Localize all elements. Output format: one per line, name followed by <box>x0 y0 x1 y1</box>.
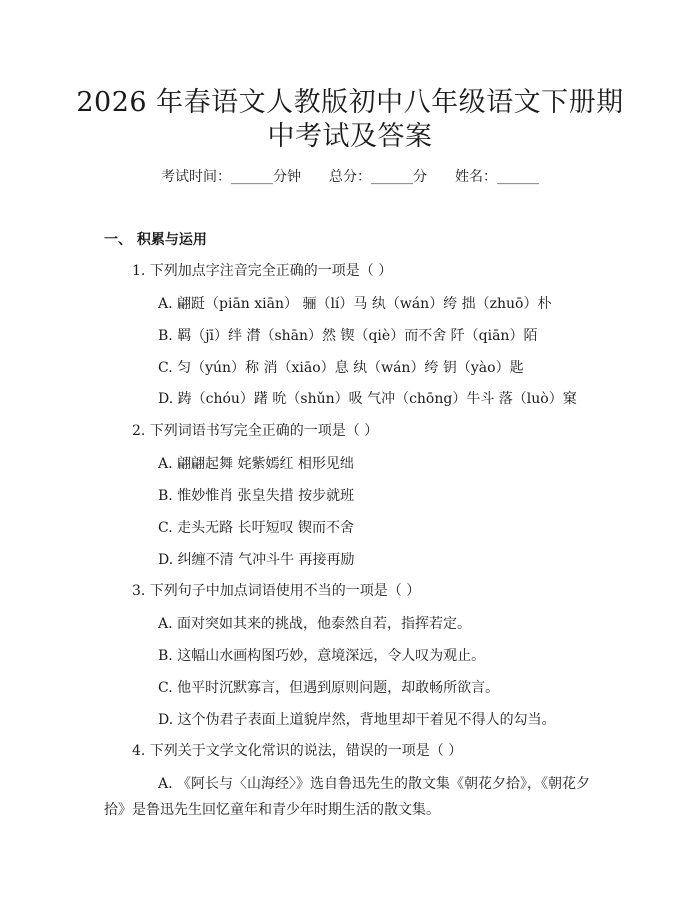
exam-meta-info <box>0 164 700 190</box>
option-a: A. 翩跹（piān xiān） 骊（lí）马 纨（wán）绔 拙（zhuō）朴 <box>158 296 552 312</box>
exam-time-field: 考试时间：______分钟 <box>161 169 301 185</box>
section-heading: 一、 积累与运用 <box>104 232 207 248</box>
exam-title-line-1: 2026 年春语文人教版初中八年级语文下册期 <box>76 87 624 118</box>
option-b: B. 羁（jī）绊 潸（shān）然 锲（qiè）而不舍 阡（qiān）陌 <box>158 328 538 344</box>
option-b: B. 惟妙惟肖 张皇失措 按步就班 <box>158 488 355 504</box>
option-a: A. 翩翩起舞 姹紫嫣红 相形见绌 <box>158 456 354 472</box>
option-b: B. 这幅山水画构图巧妙，意境深远，令人叹为观止。 <box>158 648 486 664</box>
question-stem: 3. 下列句子中加点词语使用不当的一项是（ ） <box>132 583 421 599</box>
option-a: A. 面对突如其来的挑战，他泰然自若，指挥若定。 <box>158 616 472 632</box>
option-d: D. 踌（chóu）躇 吮（shǔn）吸 气冲（chōng）牛斗 落（luò）窠 <box>158 391 577 407</box>
option-c: C. 走头无路 长吁短叹 锲而不舍 <box>158 520 355 536</box>
option-c: C. 匀（yún）称 消（xiāo）息 纨（wán）绔 钥（yào）匙 <box>158 360 524 376</box>
name-field: 姓名：______ <box>455 169 539 185</box>
option-c: C. 他平时沉默寡言，但遇到原则问题，却敢畅所欲言。 <box>158 680 500 696</box>
option-d: D. 这个伪君子表面上道貌岸然，背地里却干着见不得人的勾当。 <box>158 712 556 728</box>
question-stem: 1. 下列加点字注音完全正确的一项是（ ） <box>132 263 393 279</box>
option-a-paragraph: A. 《阿长与〈山海经〉》选自鲁迅先生的散文集《朝花夕拾》，《朝花夕拾》是鲁迅先生回忆童年和青少年时期生活的散文集。 <box>104 776 591 818</box>
option-d: D. 纠缠不清 气冲斗牛 再接再励 <box>158 552 355 568</box>
question-stem: 2. 下列词语书写完全正确的一项是（ ） <box>132 423 379 439</box>
total-score-field: 总分：______分 <box>329 169 427 185</box>
question-stem: 4. 下列关于文学文化常识的说法，错误的一项是（ ） <box>132 743 463 759</box>
exam-title-line-2: 中考试及答案 <box>267 121 433 152</box>
